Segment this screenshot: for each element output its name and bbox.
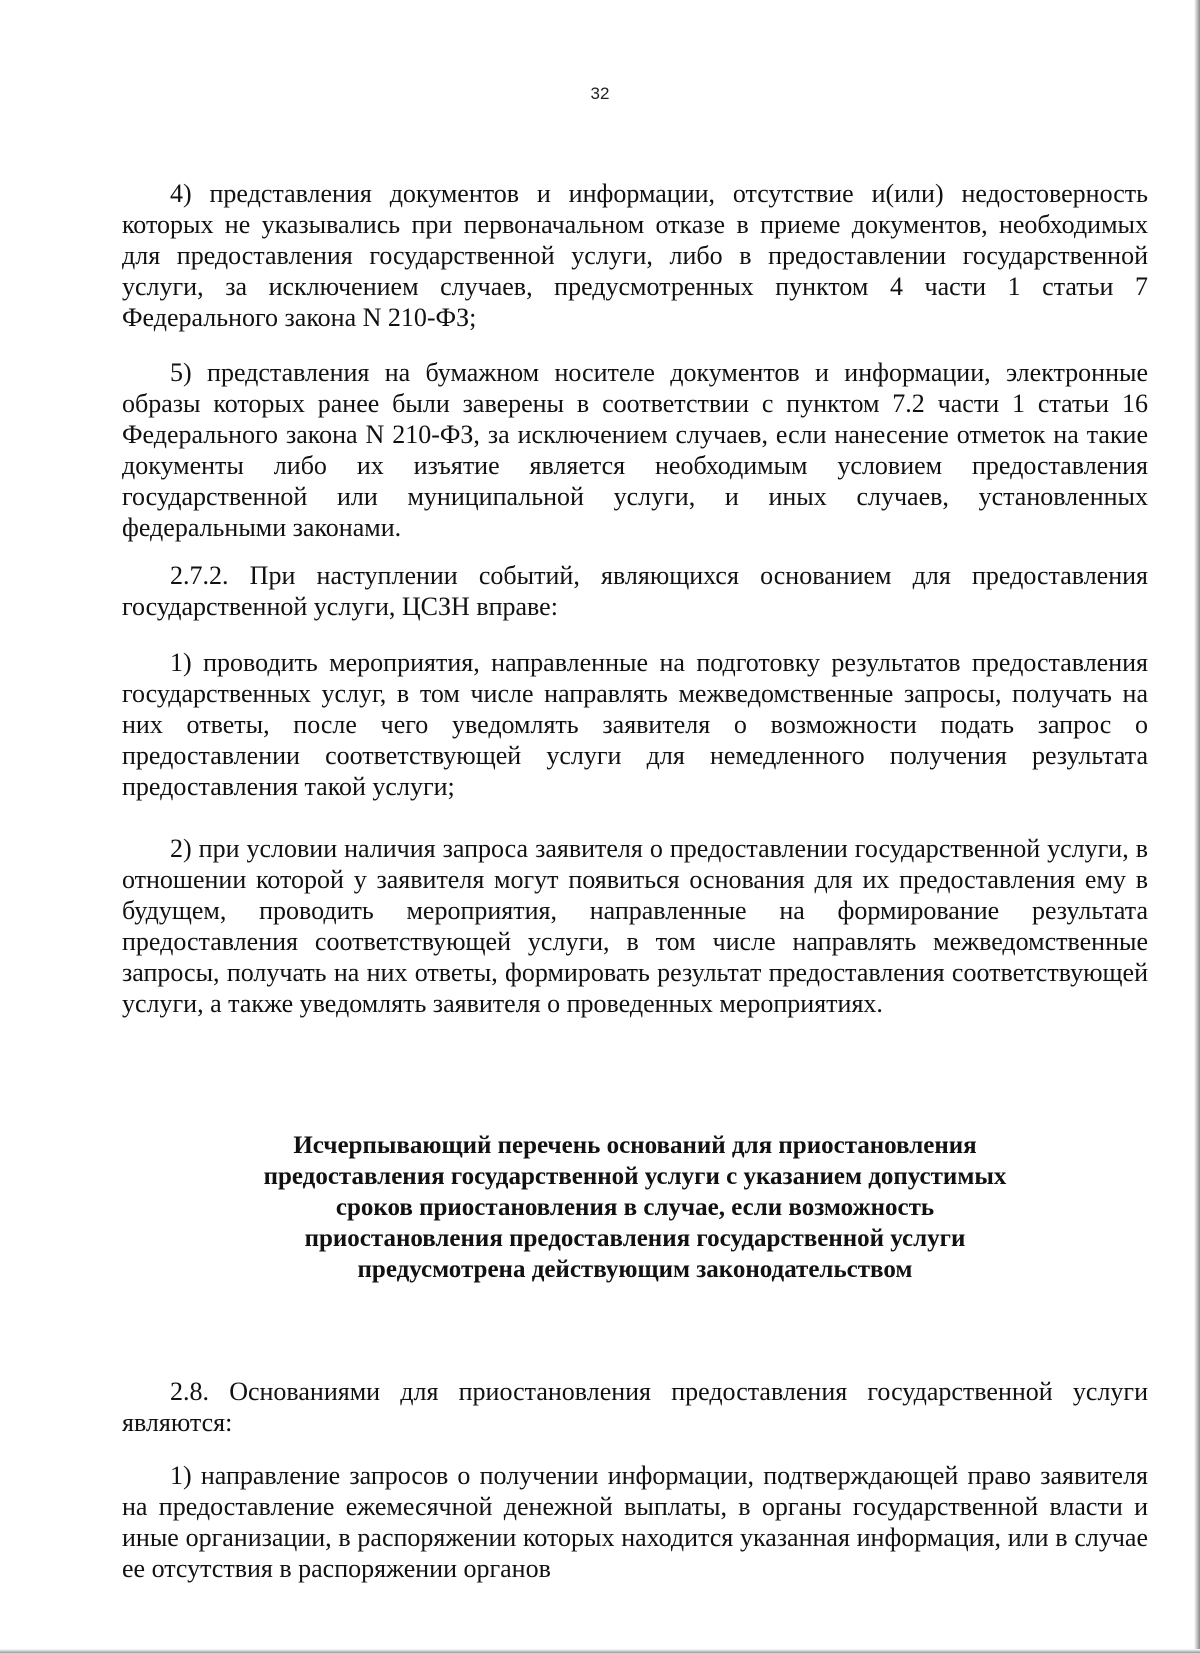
paragraph-4 <box>122 178 1148 333</box>
paragraph-text: 5) представления на бумажном носителе документов и информации, электронные образы которых ранее были заверены в соответствии с пунктом 7.2 части 1 статьи 16 Федерального закона N 210-ФЗ, за исключением случаев, если нанесение отметок на такие документы либо их изъятие является необходимым условием предоставления государственной или муниципальной услуги, и иных случаев, установленных федеральными законами. <box>122 358 1148 542</box>
paragraph-2-7-2-item-2 <box>122 833 1148 1019</box>
page-number: 32 <box>590 84 610 103</box>
heading-line: сроков приостановления в случае, если возможность <box>335 1194 935 1221</box>
paragraph-2-8-item-1 <box>122 1460 1148 1584</box>
paragraph-text: 2.8. Основаниями для приостановления предоставления государственной услуги являются: <box>122 1377 1148 1437</box>
paragraph-text: 1) проводить мероприятия, направленные на подготовку результатов предоставления государственных услуг, в том числе направлять межведомственные запросы, получать на них ответы, после чего уведомлять заявителя о возможности подать запрос о предоставлении соответствующей услуги для немедленного получения результата предоставления такой услуги; <box>122 648 1148 801</box>
paragraph-2-7-2 <box>122 560 1148 622</box>
heading-line: Исчерпывающий перечень оснований для приостановления <box>293 1132 977 1159</box>
paragraph-2-7-2-item-1 <box>122 647 1148 802</box>
paragraph-2-8 <box>122 1376 1148 1438</box>
section-heading-text <box>122 1130 1148 1285</box>
section-heading <box>122 1130 1148 1285</box>
paragraph-text: 2) при условии наличия запроса заявителя о предоставлении государственной услуги, в отношении которой у заявителя могут появиться основания для их предоставления ему в будущем, проводить мероприятия, направленные на формирование результата предоставления соответствующей услуги, в том числе направлять межведомственные запросы, получать на них ответы, формировать результат предоставления соответствующей услуги, а также уведомлять заявителя о проведенных мероприятиях. <box>122 834 1148 1018</box>
heading-line: предусмотрена действующим законодательством <box>357 1256 913 1283</box>
heading-line: предоставления государственной услуги с указанием допустимых <box>263 1163 1007 1190</box>
paragraph-text: 1) направление запросов о получении информации, подтверждающей право заявителя на предоставление ежемесячной денежной выплаты, в органы государственной власти и иные организации, в распоряжении которых находится указанная информация, или в случае ее отсутствия в распоряжении органов <box>122 1461 1148 1583</box>
scan-bottom-shadow <box>0 1649 1200 1653</box>
paragraph-text: 4) представления документов и информации, отсутствие и(или) недостоверность которых не указывались при первоначальном отказе в приеме документов, необходимых для предоставления государственной услуги, либо в предоставлении государственной услуги, за исключением случаев, предусмотренных пунктом 4 части 1 статьи 7 Федерального закона N 210-ФЗ; <box>122 179 1148 332</box>
scan-edge-shadow <box>1194 0 1200 1653</box>
paragraph-text: 2.7.2. При наступлении событий, являющихся основанием для предоставления государственной услуги, ЦСЗН вправе: <box>122 561 1148 621</box>
heading-line: приостановления предоставления государственной услуги <box>304 1225 966 1252</box>
paragraph-5 <box>122 357 1148 543</box>
